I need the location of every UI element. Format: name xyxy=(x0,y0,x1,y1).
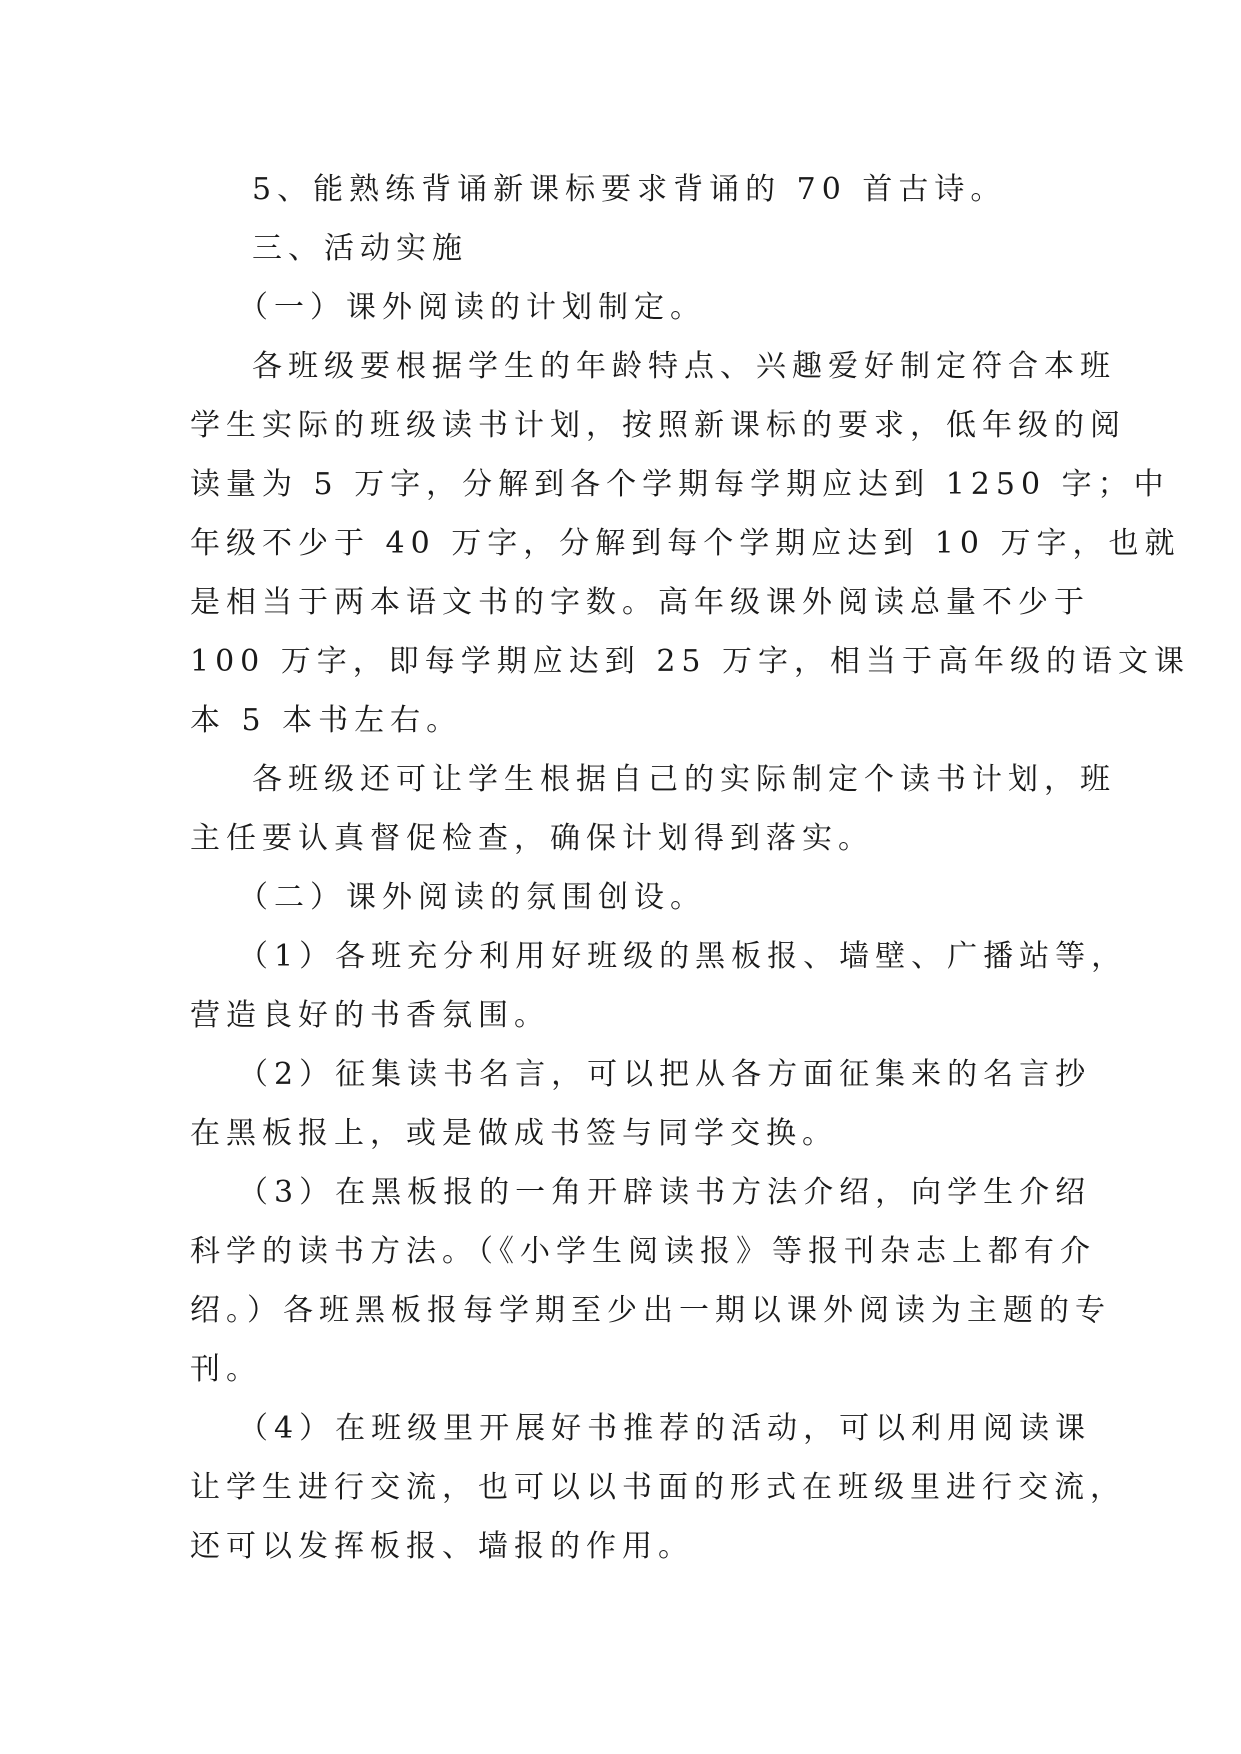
text-line: 营造良好的书香氛围。 xyxy=(190,998,550,1033)
text-line: 100 万字，即每学期应达到 25 万字，相当于高年级的语文课 xyxy=(190,644,1191,679)
text-line: （二）课外阅读的氛围创设。 xyxy=(238,880,706,915)
document-body xyxy=(190,160,1191,1576)
text-line: （2）征集读书名言，可以把从各方面征集来的名言抄 xyxy=(238,1057,1092,1092)
text-line: 让学生进行交流，也可以以书面的形式在班级里进行交流， xyxy=(190,1470,1126,1505)
text-line: 各班级还可让学生根据自己的实际制定个读书计划，班 xyxy=(252,762,1116,797)
text-line: 科学的读书方法。（《小学生阅读报》等报刊杂志上都有介 xyxy=(190,1234,1096,1269)
text-line: 学生实际的班级读书计划，按照新课标的要求，低年级的阅 xyxy=(190,408,1126,443)
text-line: 本 5 本书左右。 xyxy=(190,703,463,738)
text-line: 在黑板报上，或是做成书签与同学交换。 xyxy=(190,1116,838,1151)
text-line: 主任要认真督促检查，确保计划得到落实。 xyxy=(190,821,874,856)
text-line: 各班级要根据学生的年龄特点、兴趣爱好制定符合本班 xyxy=(252,349,1116,384)
text-line: 三、活动实施 xyxy=(252,231,468,266)
text-line: （4）在班级里开展好书推荐的活动，可以利用阅读课 xyxy=(238,1411,1092,1446)
text-line: 刊。 xyxy=(190,1352,262,1387)
text-line: 是相当于两本语文书的字数。高年级课外阅读总量不少于 xyxy=(190,585,1090,620)
text-line: 读量为 5 万字，分解到各个学期每学期应达到 1250 字；中 xyxy=(190,467,1170,502)
text-line: 年级不少于 40 万字，分解到每个学期应达到 10 万字，也就 xyxy=(190,526,1181,561)
text-line: （1）各班充分利用好班级的黑板报、墙壁、广播站等， xyxy=(238,939,1128,974)
text-line: 还可以发挥板报、墙报的作用。 xyxy=(190,1529,694,1564)
text-line: 绍。）各班黑板报每学期至少出一期以课外阅读为主题的专 xyxy=(190,1293,1111,1328)
text-line: （一）课外阅读的计划制定。 xyxy=(238,290,706,325)
text-line: （3）在黑板报的一角开辟读书方法介绍，向学生介绍 xyxy=(238,1175,1092,1210)
text-line: 5、能熟练背诵新课标要求背诵的 70 首古诗。 xyxy=(252,172,1007,207)
